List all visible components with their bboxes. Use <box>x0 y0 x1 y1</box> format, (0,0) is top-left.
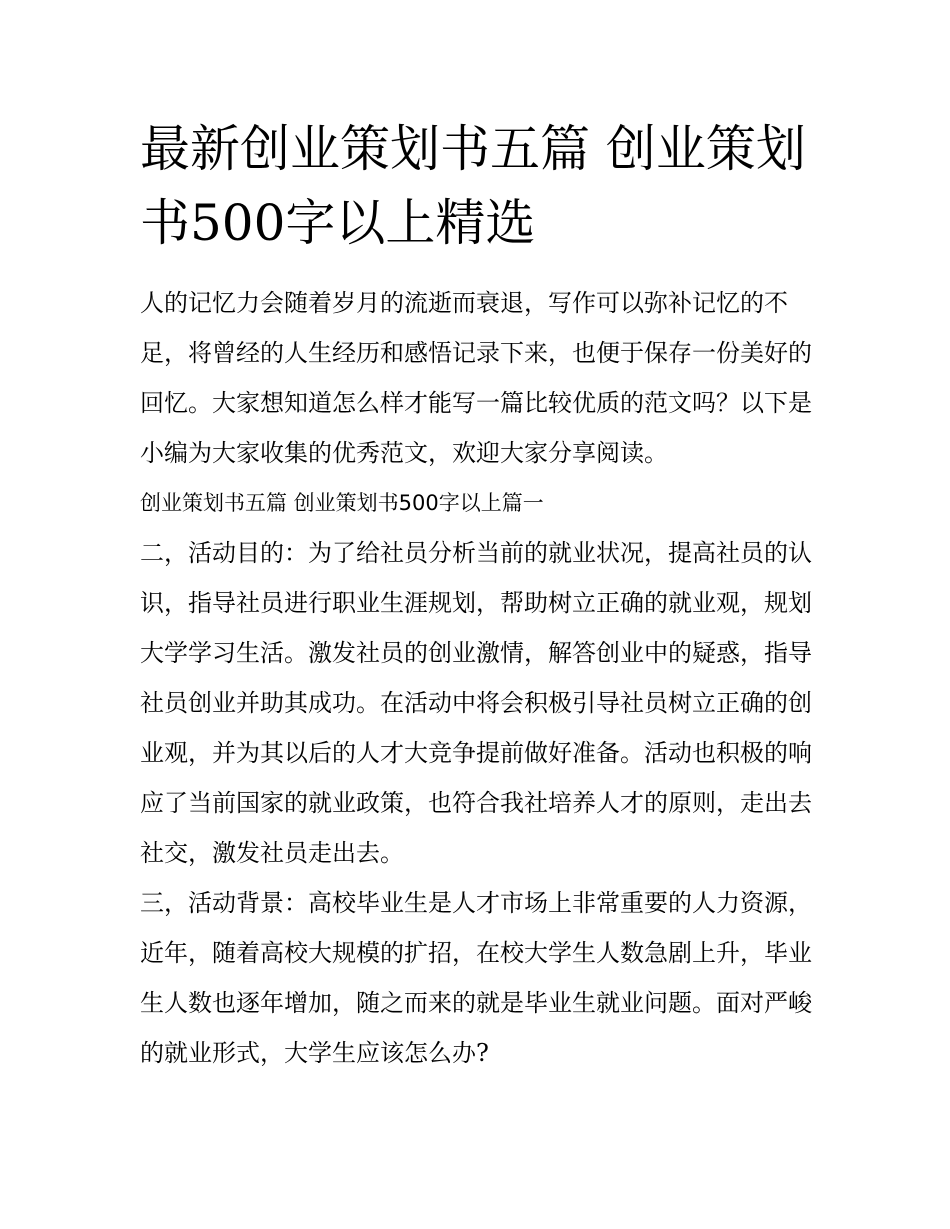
intro-paragraph: 人的记忆力会随着岁月的流逝而衰退，写作可以弥补记忆的不足，将曾经的人生经历和感悟记录下来，也便于保存一份美好的回忆。大家想知道怎么样才能写一篇比较优质的范文吗？以下是小编为大家收集的优秀范文，欢迎大家分享阅读。 <box>140 289 812 467</box>
document-title: 最新创业策划书五篇 创业策划书500字以上精选 <box>140 120 806 252</box>
section-heading: 创业策划书五篇 创业策划书500字以上篇一 <box>140 491 544 515</box>
activity-purpose-paragraph: 二，活动目的：为了给社员分析当前的就业状况，提高社员的认识，指导社员进行职业生涯规划，帮助树立正确的就业观，规划大学学习生活。激发社员的创业激情，解答创业中的疑惑，指导社员创业并助其成功。在活动中将会积极引导社员树立正确的创业观，并为其以后的人才大竞争提前做好准备。活动也积极的响应了当前国家的就业政策，也符合我社培养人才的原则，走出去社交，激发社员走出去。 <box>140 539 812 867</box>
activity-background-paragraph: 三，活动背景：高校毕业生是人才市场上非常重要的人力资源，近年，随着高校大规模的扩招，在校大学生人数急剧上升，毕业生人数也逐年增加，随之而来的就是毕业生就业问题。面对严峻的就业形式，大学生应该怎么办? <box>140 889 812 1067</box>
document-body <box>140 278 816 1078</box>
